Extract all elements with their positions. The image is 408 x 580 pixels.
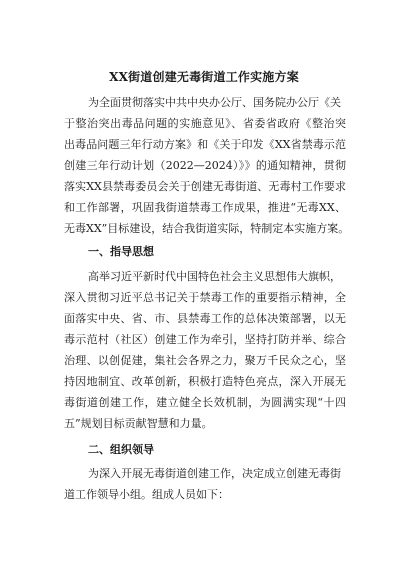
document-title: XX街道创建无毒街道工作实施方案 — [109, 70, 299, 84]
section1-line-6: 持因地制宜、改革创新，积极打造特色亮点，深入开展无 — [64, 375, 346, 388]
intro-line-7: 无毒XX”目标建设，结合我街道实际，特制定本实施方案。 — [64, 222, 350, 235]
section1-line-1: 高举习近平新时代中国特色社会主义思想伟大旗帜， — [88, 270, 341, 283]
intro-line-3: 出毒品问题三年行动方案》和《关于印发《XX省禁毒示范 — [64, 138, 346, 151]
section1-line-4: 毒示范村（社区）创建工作为牵引，坚持打防并举、综合 — [64, 333, 346, 346]
section-heading-organization-leadership: 二、组织领导 — [88, 443, 154, 456]
intro-line-4: 创建三年行动计划（2022—2024）》》的通知精神，贯彻 — [64, 159, 346, 172]
intro-line-6: 和工作部署，巩固我街道禁毒工作成果，推进“无毒XX、 — [64, 201, 346, 214]
section1-line-7: 毒街道创建工作，建立健全长效机制，为圆满实现“十四 — [64, 396, 346, 409]
section1-line-5: 治理、以创促建，集社会各界之力，聚万千民众之心，坚 — [64, 354, 346, 367]
section1-line-8: 五”规划目标贡献智慧和力量。 — [64, 417, 213, 430]
section1-line-2: 深入贯彻习近平总书记关于禁毒工作的重要指示精神，全 — [64, 291, 346, 304]
section-heading-guiding-ideology: 一、指导思想 — [88, 245, 154, 258]
intro-line-5: 落实XX县禁毒委员会关于创建无毒街道、无毒村工作要求 — [64, 180, 346, 193]
section2-line-1: 为深入开展无毒街道创建工作，决定成立创建无毒街 — [88, 467, 341, 480]
section2-line-2: 道工作领导小组。组成人员如下： — [64, 488, 229, 501]
intro-line-1: 为全面贯彻落实中共中央办公厅、国务院办公厅《关 — [88, 96, 341, 109]
section1-line-3: 面落实中央、省、市、县禁毒工作的总体决策部署，以无 — [64, 312, 346, 325]
intro-line-2: 于整治突出毒品问题的实施意见》、省委省政府《整治突 — [64, 117, 346, 130]
